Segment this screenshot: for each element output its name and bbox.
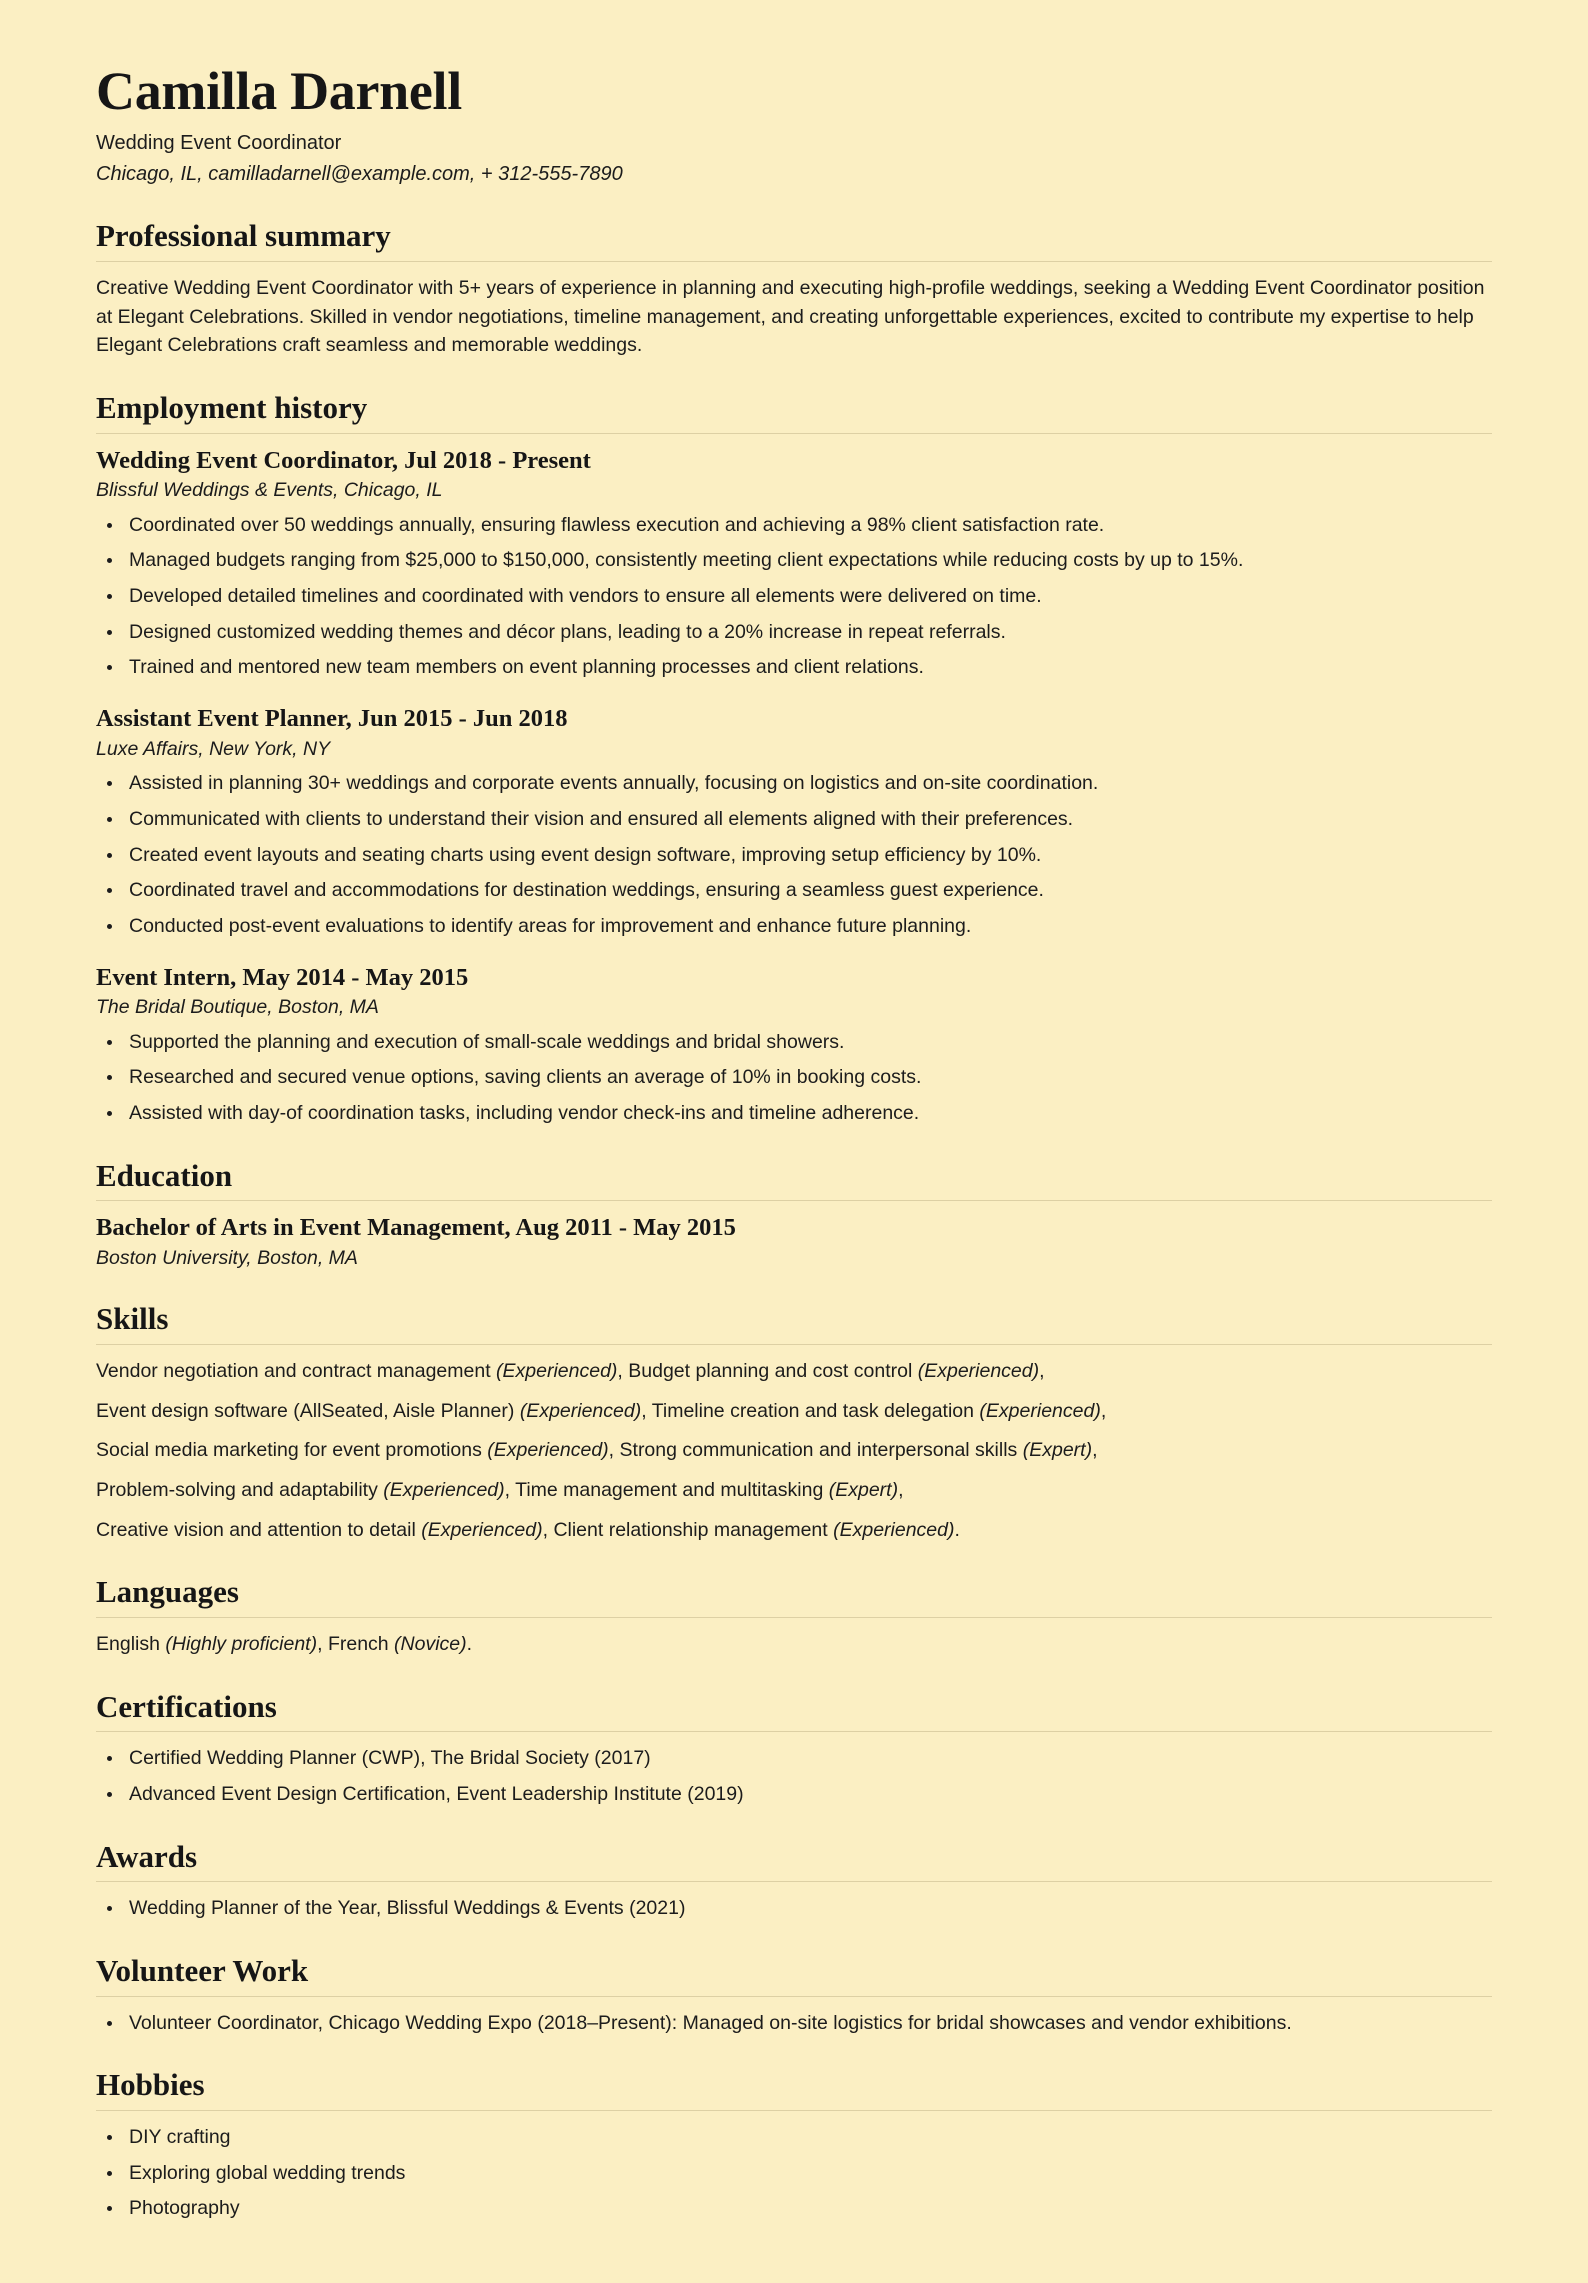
skill-level: (Experienced) [496, 1360, 618, 1383]
skill-separator: , [542, 1518, 554, 1541]
entry-organization: Luxe Affairs, New York, NY [96, 737, 331, 760]
skills-list [96, 1357, 1492, 1544]
skill-separator: , [1100, 1399, 1107, 1422]
section-divider [96, 2110, 1492, 2111]
summary-text: Creative Wedding Event Coordinator with 5+ years of experience in planning and executing high-profile weddings, seeking a Wedding Event Coordinator position at Elegant Celebrations. Skilled in vendor negotiations, timeline management, and creating unforgettable experiences, excited to contribute my expertise to help Elegant Celebrations craft seamless and memorable weddings. [96, 276, 1485, 357]
skill-name: Timeline creation and task delegation [651, 1399, 980, 1422]
candidate-contact: Chicago, IL, camilladarnell@example.com, + 312-555-7890 [96, 163, 623, 186]
list-item: Exploring global wedding trends [96, 2159, 1492, 2188]
section-languages [96, 1574, 1492, 1658]
skill-name: Creative vision and attention to detail [96, 1518, 422, 1541]
list-item: Designed customized wedding themes and décor plans, leading to a 20% increase in repeat referrals. [96, 618, 1492, 647]
list-item: Advanced Event Design Certification, Event Leadership Institute (2019) [96, 1780, 1492, 1809]
skill-level: (Experienced) [979, 1399, 1101, 1422]
section-divider [96, 261, 1492, 262]
skill-name: Client relationship management [553, 1518, 834, 1541]
candidate-name: Camilla Darnell [96, 61, 462, 121]
section-title: Hobbies [96, 2067, 205, 2103]
list-item: Assisted in planning 30+ weddings and corporate events annually, focusing on logistics and on-site coordination. [96, 769, 1492, 798]
section-title: Employment history [96, 389, 368, 425]
section-certifications [96, 1689, 1492, 1809]
skill-separator: . [954, 1518, 960, 1541]
list-item: Assisted with day-of coordination tasks, including vendor check-ins and timeline adherence. [96, 1099, 1492, 1128]
language-name: English [96, 1633, 166, 1656]
skill-name: Budget planning and cost control [628, 1360, 918, 1383]
entry-title: Wedding Event Coordinator, Jul 2018 - Present [96, 446, 591, 474]
language-separator: . [466, 1633, 473, 1656]
list-item: Managed budgets ranging from $25,000 to $150,000, consistently meeting client expectations while reducing costs by up to 15%. [96, 546, 1492, 575]
entry-title: Event Intern, May 2014 - May 2015 [96, 963, 469, 991]
section-title: Languages [96, 1574, 239, 1610]
skill-separator: , [898, 1479, 904, 1502]
language-level: (Novice) [394, 1633, 467, 1656]
skill-separator: , [1039, 1360, 1045, 1383]
language-name: French [327, 1633, 395, 1656]
certifications-bullets [96, 1744, 1492, 1808]
skill-separator: , [608, 1439, 620, 1462]
section-title: Skills [96, 1301, 169, 1337]
section-divider [96, 1881, 1492, 1882]
section-title: Awards [96, 1838, 198, 1874]
entry-organization: Blissful Weddings & Events, Chicago, IL [96, 479, 443, 502]
skill-level: (Experienced) [421, 1518, 543, 1541]
employment-entry [96, 963, 1492, 1128]
list-item: Certified Wedding Planner (CWP), The Bridal Society (2017) [96, 1744, 1492, 1773]
language-level: (Highly proficient) [165, 1633, 318, 1656]
section-volunteer-work [96, 1953, 1492, 2037]
skill-level: (Experienced) [917, 1360, 1040, 1383]
languages-line [96, 1630, 1492, 1659]
entry-title: Bachelor of Arts in Event Management, Aug 2011 - May 2015 [96, 1214, 736, 1242]
skill-name: Social media marketing for event promotions [96, 1439, 488, 1462]
employment-entry-list [96, 446, 1492, 1128]
skill-level: (Experienced) [487, 1439, 609, 1462]
section-skills [96, 1301, 1492, 1544]
section-divider [96, 433, 1492, 434]
list-item: Photography [96, 2194, 1492, 2223]
entry-organization: The Bridal Boutique, Boston, MA [96, 996, 379, 1019]
section-divider [96, 1617, 1492, 1618]
section-hobbies [96, 2067, 1492, 2223]
volunteer-bullets [96, 2009, 1492, 2038]
skill-line [96, 1436, 1492, 1465]
skill-line [96, 1476, 1492, 1505]
employment-entry [96, 704, 1492, 940]
section-divider [96, 1200, 1492, 1201]
entry-title: Assistant Event Planner, Jun 2015 - Jun 2018 [96, 705, 568, 733]
hobbies-bullets [96, 2123, 1492, 2223]
skill-level: (Experienced) [383, 1479, 505, 1502]
list-item: Conducted post-event evaluations to identify areas for improvement and enhance future planning. [96, 912, 1492, 941]
skill-separator: , [617, 1360, 629, 1383]
section-professional-summary [96, 218, 1492, 360]
skill-separator: , [1092, 1439, 1098, 1462]
entry-bullets [96, 511, 1492, 682]
skill-name: Problem-solving and adaptability [96, 1479, 384, 1502]
list-item: Communicated with clients to understand their vision and ensured all elements aligned with their preferences. [96, 805, 1492, 834]
skill-level: (Expert) [828, 1479, 899, 1502]
education-entry-list [96, 1213, 1492, 1271]
skill-separator: , [504, 1479, 516, 1502]
awards-bullets [96, 1894, 1492, 1923]
section-awards [96, 1839, 1492, 1923]
list-item: Researched and secured venue options, saving clients an average of 10% in booking costs. [96, 1063, 1492, 1092]
skill-name: Strong communication and interpersonal skills [619, 1439, 1023, 1462]
education-entry [96, 1213, 1492, 1271]
section-employment-history [96, 390, 1492, 1128]
list-item: DIY crafting [96, 2123, 1492, 2152]
skill-line [96, 1397, 1492, 1426]
candidate-job-title: Wedding Event Coordinator [96, 132, 342, 155]
section-title: Volunteer Work [96, 1952, 309, 1988]
section-education [96, 1158, 1492, 1272]
entry-bullets [96, 1028, 1492, 1128]
list-item: Trained and mentored new team members on event planning processes and client relations. [96, 653, 1492, 682]
list-item: Developed detailed timelines and coordinated with vendors to ensure all elements were delivered on time. [96, 582, 1492, 611]
skill-level: (Experienced) [833, 1518, 955, 1541]
list-item: Created event layouts and seating charts using event design software, improving setup efficiency by 10%. [96, 841, 1492, 870]
section-title: Professional summary [96, 218, 391, 254]
section-title: Education [96, 1157, 233, 1193]
list-item: Coordinated over 50 weddings annually, ensuring flawless execution and achieving a 98% client satisfaction rate. [96, 511, 1492, 540]
skill-line [96, 1516, 1492, 1545]
skill-line [96, 1357, 1492, 1386]
entry-bullets [96, 769, 1492, 940]
skill-separator: , [641, 1399, 652, 1422]
list-item: Supported the planning and execution of small-scale weddings and bridal showers. [96, 1028, 1492, 1057]
language-separator: , [317, 1633, 328, 1656]
skill-level: (Experienced) [519, 1399, 642, 1422]
list-item: Volunteer Coordinator, Chicago Wedding Expo (2018–Present): Managed on-site logistics for bridal showcases and vendor exhibitions. [96, 2009, 1492, 2038]
section-divider [96, 1996, 1492, 1997]
skill-name: Time management and multitasking [515, 1479, 829, 1502]
list-item: Coordinated travel and accommodations for destination weddings, ensuring a seamless guest experience. [96, 876, 1492, 905]
skill-level: (Expert) [1022, 1439, 1093, 1462]
skill-name: Vendor negotiation and contract management [96, 1360, 497, 1383]
list-item: Wedding Planner of the Year, Blissful Weddings & Events (2021) [96, 1894, 1492, 1923]
skill-name: Event design software (AllSeated, Aisle Planner) [96, 1399, 520, 1422]
entry-organization: Boston University, Boston, MA [96, 1247, 358, 1270]
section-title: Certifications [96, 1688, 277, 1724]
employment-entry [96, 446, 1492, 682]
section-divider [96, 1731, 1492, 1732]
section-divider [96, 1344, 1492, 1345]
resume-header [96, 62, 1492, 188]
